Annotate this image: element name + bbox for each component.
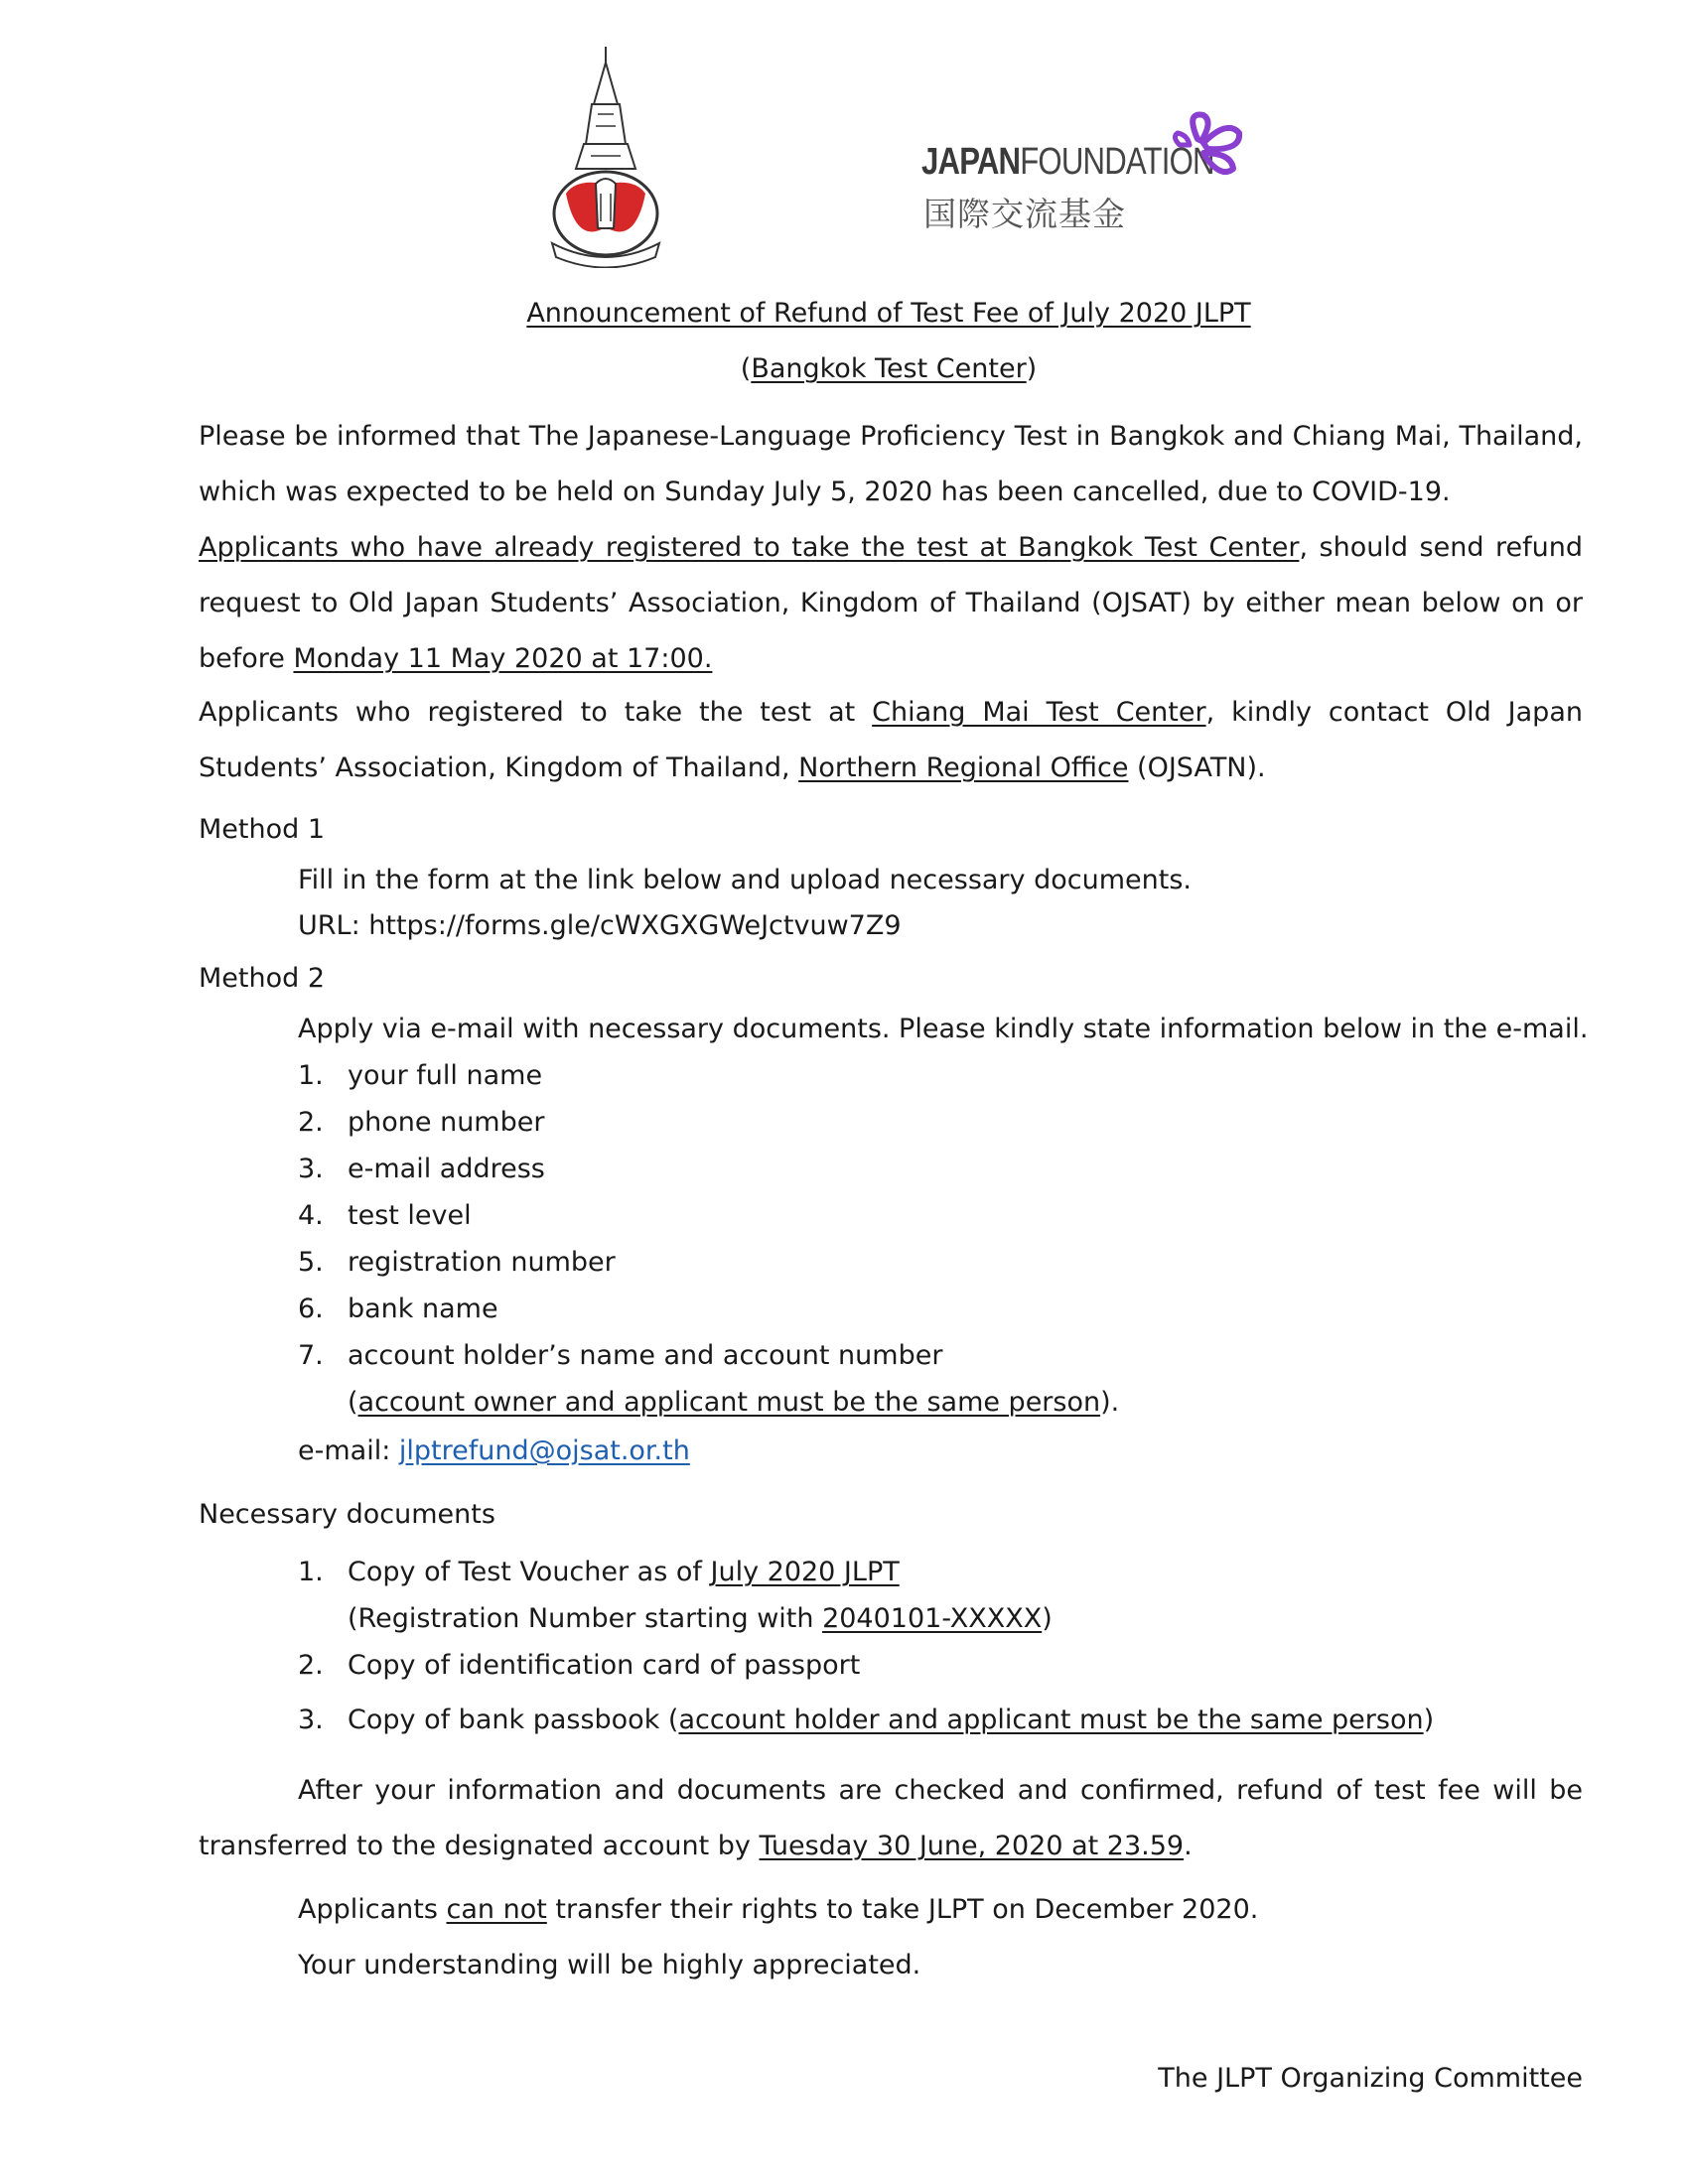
jf-wordmark: JAPANFOUNDATION	[921, 141, 1214, 183]
bangkok-applicants-paragraph: Applicants who have already registered to take the test at Bangkok Test Center, should send refund request to Old Japan Students’ Association, Kingdom of Thailand (OJSAT) by either mean below on or before Monday 11 May 2020 at 17:00.	[199, 532, 1583, 674]
email-line: e-mail: jlptrefund@ojsat.or.th	[298, 1435, 690, 1466]
method-2-instruction: Apply via e-mail with necessary documents. Please kindly state information below in the e-mail.	[298, 1014, 1589, 1044]
chiang-mai-applicants-paragraph: Applicants who registered to take the test at Chiang Mai Test Center, kindly contact Old Japan Students’ Association, Kingdom of Thailand, Northern Regional Office (OJSATN).	[199, 697, 1583, 783]
page-title: Announcement of Refund of Test Fee of July 2020 JLPT	[526, 298, 1251, 329]
butterfly-icon	[1168, 109, 1247, 179]
list-item: 3. e-mail address	[298, 1154, 545, 1184]
refund-timing-paragraph: After your information and documents are checked and confirmed, refund of test fee will be transferred to the designated account by Tuesday 30 June, 2020 at 23.59.	[199, 1775, 1583, 1861]
list-item: 4. test level	[298, 1200, 472, 1231]
japan-foundation-logo	[921, 127, 1249, 236]
account-note: (account owner and applicant must be the same person).	[348, 1387, 1120, 1418]
list-item: 1. your full name	[298, 1060, 543, 1091]
jf-kanji: 国際交流基金	[923, 195, 1126, 233]
intro-paragraph: Please be informed that The Japanese-Language Proficiency Test in Bangkok and Chiang Mai, Thailand, which was expected to be held on Sunday July 5, 2020 has been cancelled, due to COVID-19.	[199, 421, 1583, 507]
list-item: 2. phone number	[298, 1107, 545, 1138]
documents-list	[298, 1549, 1434, 1743]
royal-seal-logo	[546, 45, 665, 268]
list-item: 2. Copy of identification card of passport	[298, 1650, 861, 1681]
form-url: URL: https://forms.gle/cWXGXGWeJctvuw7Z9	[298, 910, 902, 941]
registration-note: (Registration Number starting with 2040101-XXXXX)	[348, 1603, 1053, 1634]
appreciation-note: Your understanding will be highly appreciated.	[298, 1950, 921, 1980]
documents-heading: Necessary documents	[199, 1499, 495, 1530]
list-item: 6. bank name	[298, 1294, 498, 1324]
email-info-list	[298, 1052, 1119, 1426]
method-1-body	[298, 858, 1192, 949]
list-item: 1. Copy of Test Voucher as of July 2020 JLPT	[298, 1557, 900, 1587]
transfer-rights-note: Applicants can not transfer their rights to take JLPT on December 2020.	[298, 1894, 1259, 1925]
list-item: 5. registration number	[298, 1247, 616, 1278]
method-1-heading: Method 1	[199, 814, 326, 845]
method-1-instruction: Fill in the form at the link below and upload necessary documents.	[298, 865, 1192, 895]
method-2-heading: Method 2	[199, 963, 326, 994]
signature: The JLPT Organizing Committee	[1158, 2063, 1583, 2094]
list-item: 7. account holder’s name and account number	[298, 1340, 943, 1371]
list-item: 3. Copy of bank passbook (account holder and applicant must be the same person)	[298, 1705, 1435, 1735]
page-subtitle: (Bangkok Test Center)	[740, 353, 1038, 384]
refund-email-link[interactable]: jlptrefund@ojsat.or.th	[398, 1435, 690, 1466]
